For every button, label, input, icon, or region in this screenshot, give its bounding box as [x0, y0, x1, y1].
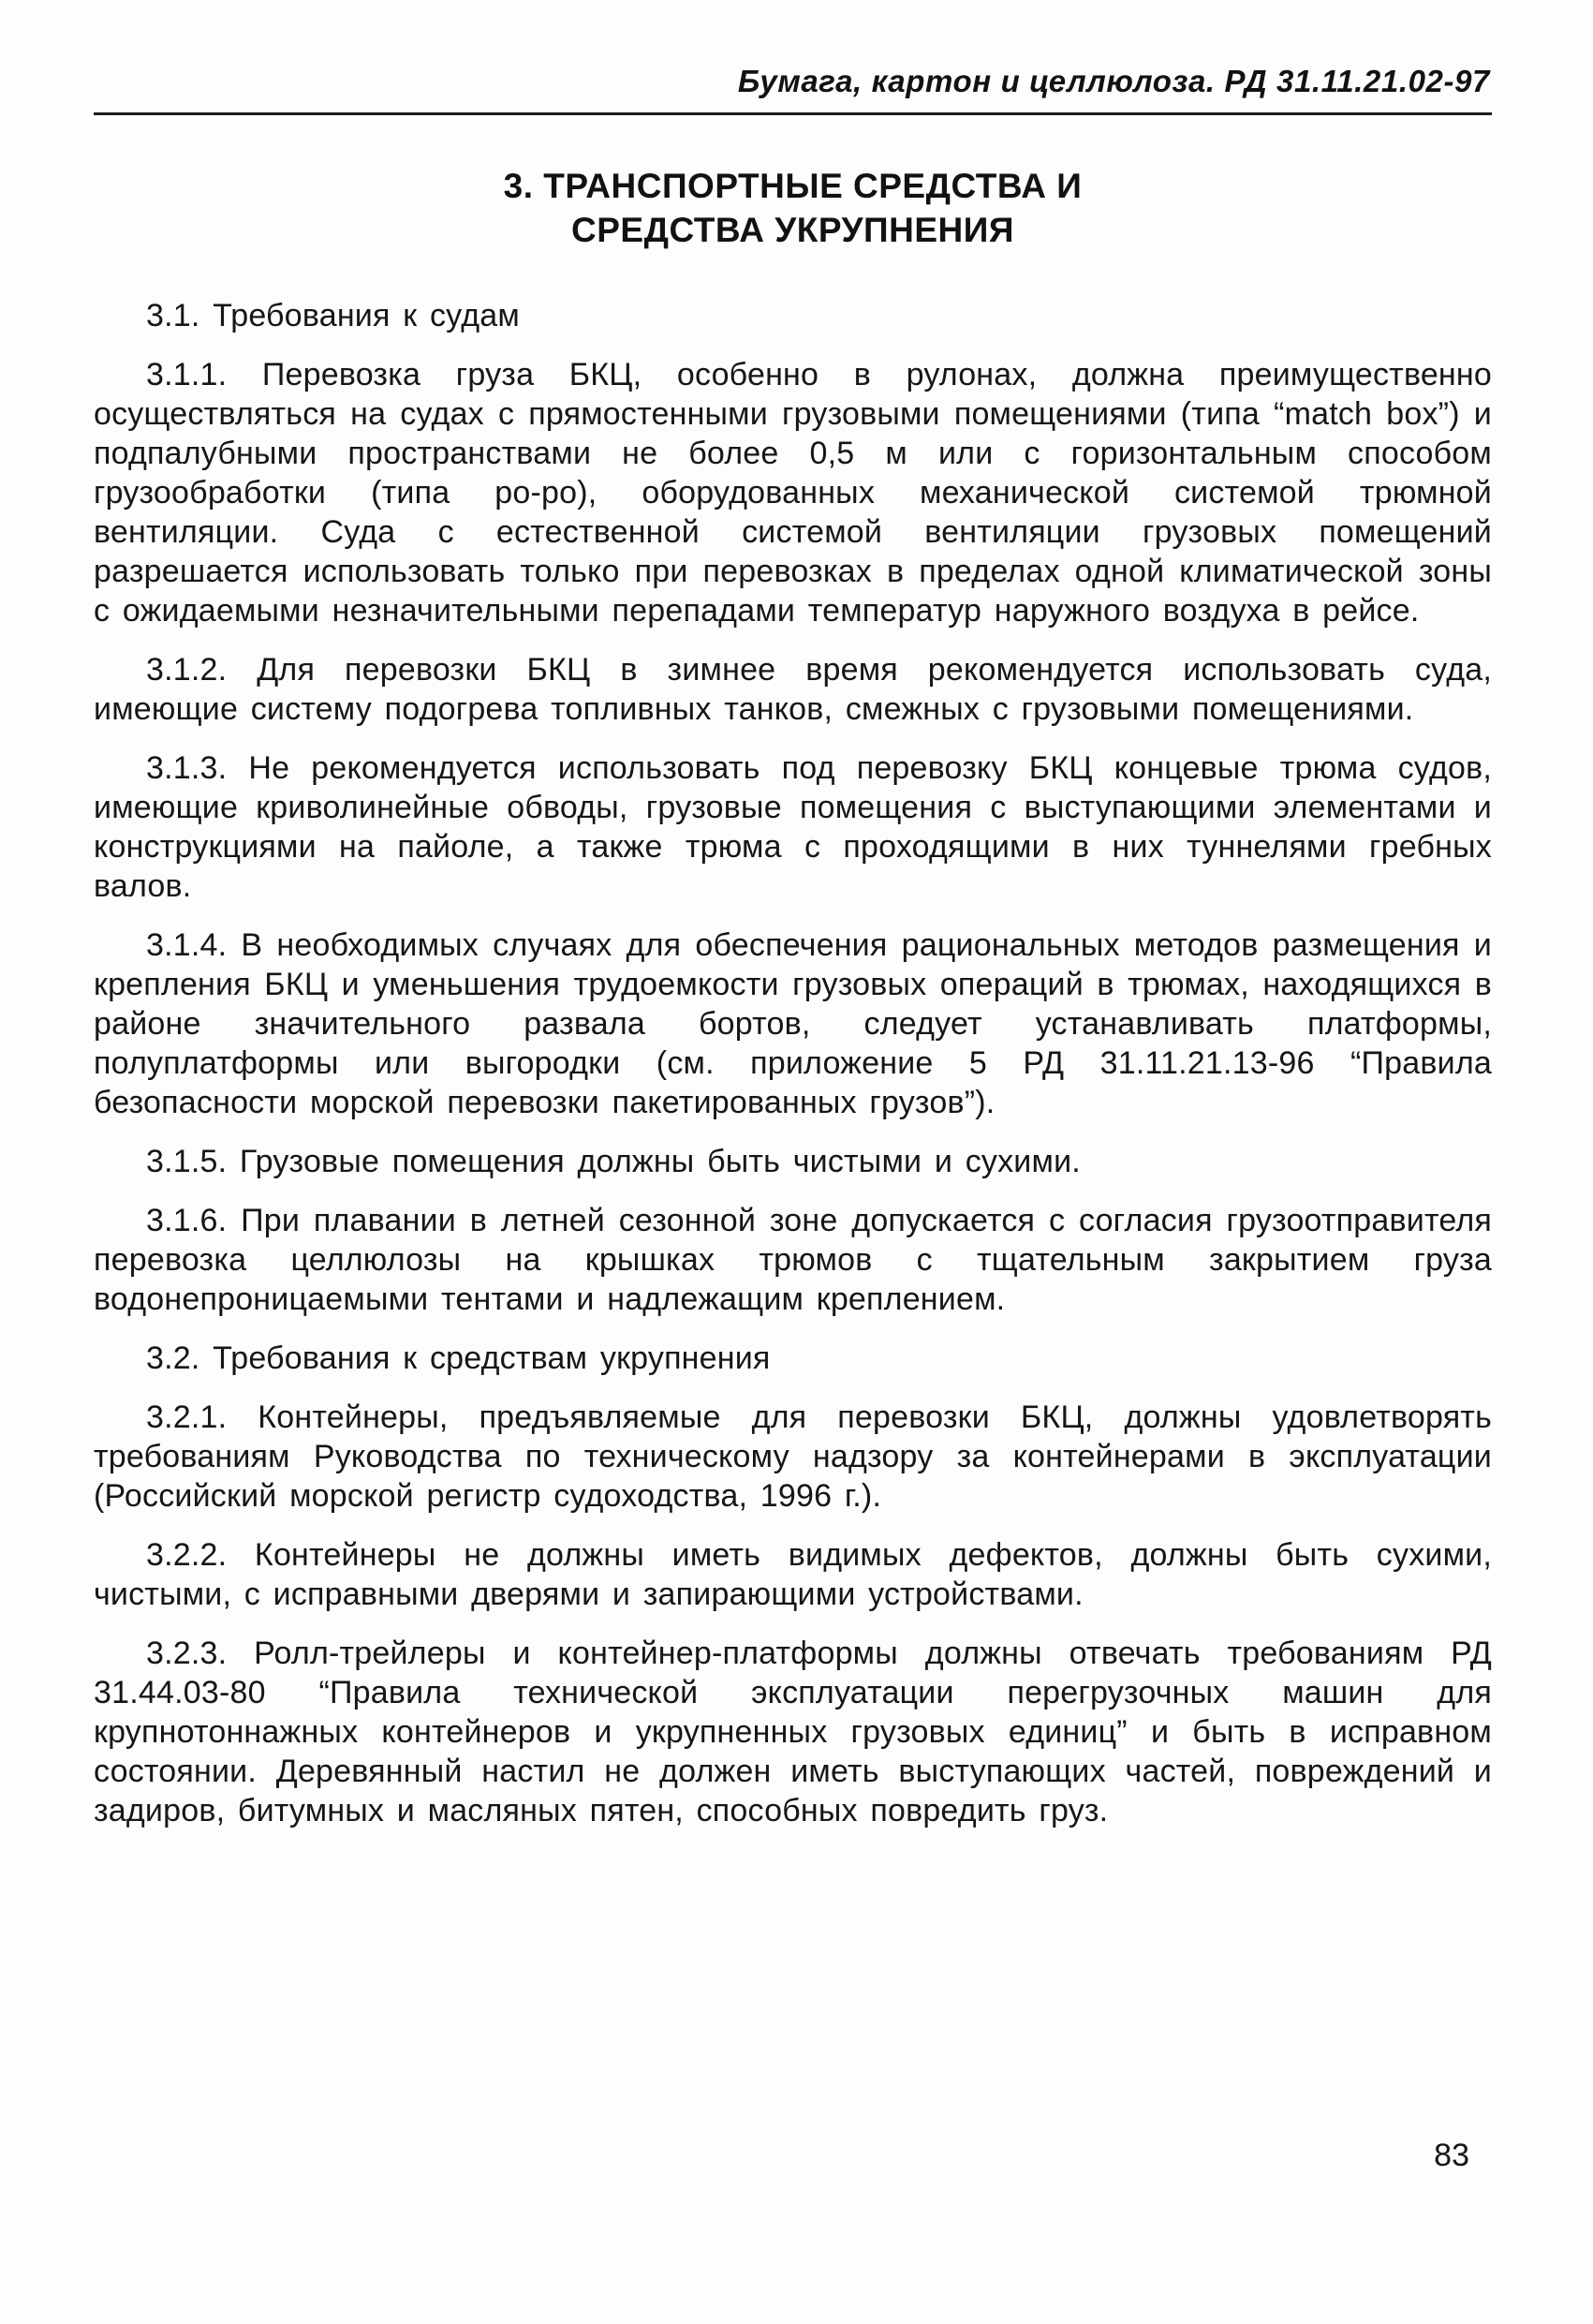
running-header: Бумага, картон и целлюлоза. РД 31.11.21.02-97 — [737, 64, 1490, 98]
paragraph-3-1-2: 3.1.2. Для перевозки БКЦ в зимнее время рекомендуется использовать суда, имеющие систему подогрева топливных танков, смежных с грузовыми помещениями. — [94, 651, 1492, 727]
paragraph-3-2-heading: 3.2. Требования к средствам укрупнения — [146, 1340, 771, 1376]
paragraph-3-2-3: 3.2.3. Ролл-трейлеры и контейнер-платформы должны отвечать требованиям РД 31.44.03-80 “Правила технической эксплуатации перегрузочных машин для крупнотоннажных контейнеров и укрупненных грузовых единиц” и быть в исправном состоянии. Деревянный настил не должен иметь выступающих частей, повреждений и задиров, битумных и масляных пятен, способных повредить груз. — [94, 1635, 1492, 1828]
document-body — [94, 296, 1492, 1830]
page-number: 83 — [1434, 2138, 1469, 2173]
section-title-line2: СРЕДСТВА УКРУПНЕНИЯ — [571, 211, 1014, 250]
paragraph-3-1-heading: 3.1. Требования к судам — [146, 297, 520, 333]
paragraph-3-1-4: 3.1.4. В необходимых случаях для обеспечения рациональных методов размещения и крепления БКЦ и уменьшения трудоемкости грузовых операций в трюмах, находящихся в районе значительного развала бортов, следует устанавливать платформы, полуплатформы или выгородки (см. приложение 5 РД 31.11.21.13-96 “Правила безопасности морской перевозки пакетированных грузов”). — [94, 926, 1492, 1120]
paragraph-3-1-1: 3.1.1. Перевозка груза БКЦ, особенно в рулонах, должна преимущественно осуществляться на судах с прямостенными грузовыми помещениями (типа “match box”) и подпалубными пространствами не более 0,5 м или с горизонтальным способом грузообработки (типа ро-ро), оборудованных механической системой трюмной вентиляции. Суда с естественной системой вентиляции грузовых помещений разрешается использовать только при перевозках в пределах одной климатической зоны с ожидаемыми незначительными перепадами температур наружного воздуха в рейсе. — [94, 356, 1492, 629]
header-rule — [94, 112, 1492, 115]
paragraph-3-1-3: 3.1.3. Не рекомендуется использовать под перевозку БКЦ концевые трюма судов, имеющие криволинейные обводы, грузовые помещения с выступающими элементами и конструкциями на пайоле, а также трюма с проходящими в них туннелями гребных валов. — [94, 749, 1492, 904]
paragraph-3-2-2: 3.2.2. Контейнеры не должны иметь видимых дефектов, должны быть сухими, чистыми, с исправными дверями и запирающими устройствами. — [94, 1536, 1492, 1612]
paragraph-3-1-5: 3.1.5. Грузовые помещения должны быть чистыми и сухими. — [146, 1143, 1081, 1179]
section-title — [94, 164, 1492, 253]
section-title-line1: 3. ТРАНСПОРТНЫЕ СРЕДСТВА И — [503, 167, 1083, 205]
paragraph-3-1-6: 3.1.6. При плавании в летней сезонной зоне допускается с согласия грузоотправителя перевозка целлюлозы на крышках трюмов с тщательным закрытием груза водонепроницаемыми тентами и надлежащим креплением. — [94, 1202, 1492, 1317]
paragraph-3-2-1: 3.2.1. Контейнеры, предъявляемые для перевозки БКЦ, должны удовлетворять требованиям Руководства по техническому надзору за контейнерами в эксплуатации (Российский морской регистр судоходства, 1996 г.). — [94, 1399, 1492, 1514]
